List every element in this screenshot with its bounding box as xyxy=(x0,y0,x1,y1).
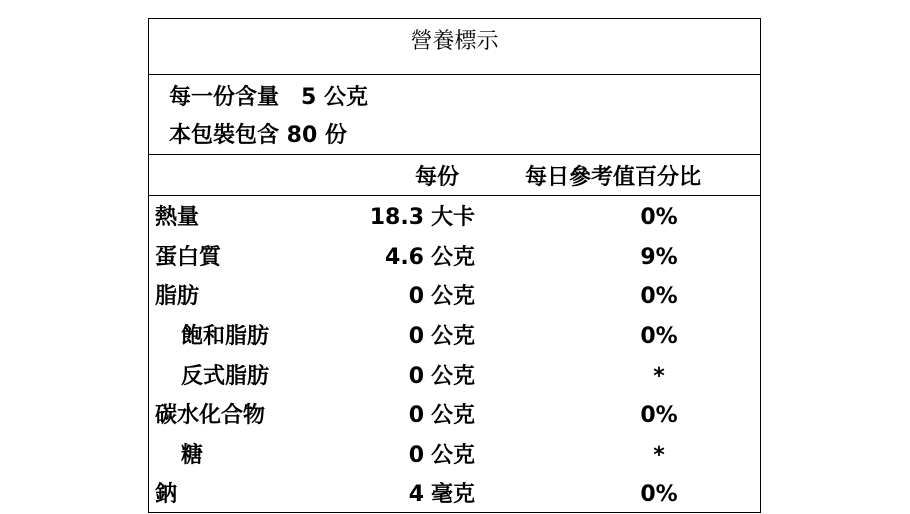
divider xyxy=(149,195,760,196)
label-title: 營養標示 xyxy=(410,29,499,54)
serving-size: 每一份含量 5 公克 xyxy=(169,85,368,110)
nutrient-daily-value: 9% xyxy=(640,245,678,270)
nutrient-unit: 毫克 xyxy=(431,482,476,507)
nutrient-daily-value: 0% xyxy=(640,284,678,309)
nutrient-name: 蛋白質 xyxy=(155,245,222,270)
nutrient-daily-value: * xyxy=(653,443,665,468)
nutrient-value: 0 xyxy=(408,443,424,468)
nutrient-unit: 公克 xyxy=(431,284,476,309)
divider xyxy=(149,154,760,155)
nutrient-name: 飽和脂肪 xyxy=(181,324,270,349)
nutrient-name: 反式脂肪 xyxy=(181,364,270,389)
nutrient-unit: 公克 xyxy=(431,364,476,389)
nutrient-unit: 大卡 xyxy=(431,205,476,230)
nutrient-value: 0 xyxy=(408,284,424,309)
nutrient-value: 0 xyxy=(408,364,424,389)
nutrient-name: 熱量 xyxy=(155,205,200,230)
nutrient-value: 0 xyxy=(408,403,424,428)
nutrient-name: 碳水化合物 xyxy=(155,403,266,428)
nutrient-unit: 公克 xyxy=(431,245,476,270)
nutrient-unit: 公克 xyxy=(431,443,476,468)
divider xyxy=(149,74,760,75)
header-per-serving: 每份 xyxy=(415,165,460,190)
nutrient-name: 脂肪 xyxy=(155,284,200,309)
nutrient-name: 糖 xyxy=(181,443,204,468)
servings-per-package: 本包裝包含 80 份 xyxy=(169,123,347,148)
nutrient-value: 4 xyxy=(408,482,424,507)
nutrient-unit: 公克 xyxy=(431,403,476,428)
nutrient-unit: 公克 xyxy=(431,324,476,349)
nutrient-name: 鈉 xyxy=(155,482,178,507)
header-daily-value: 每日參考值百分比 xyxy=(525,165,702,190)
nutrient-daily-value: 0% xyxy=(640,324,678,349)
nutrient-value: 4.6 xyxy=(385,245,424,270)
nutrient-daily-value: 0% xyxy=(640,403,678,428)
nutrient-daily-value: 0% xyxy=(640,482,678,507)
nutrition-label xyxy=(148,18,761,513)
nutrient-value: 0 xyxy=(408,324,424,349)
nutrient-daily-value: * xyxy=(653,364,665,389)
nutrient-daily-value: 0% xyxy=(640,205,678,230)
nutrient-value: 18.3 xyxy=(369,205,424,230)
